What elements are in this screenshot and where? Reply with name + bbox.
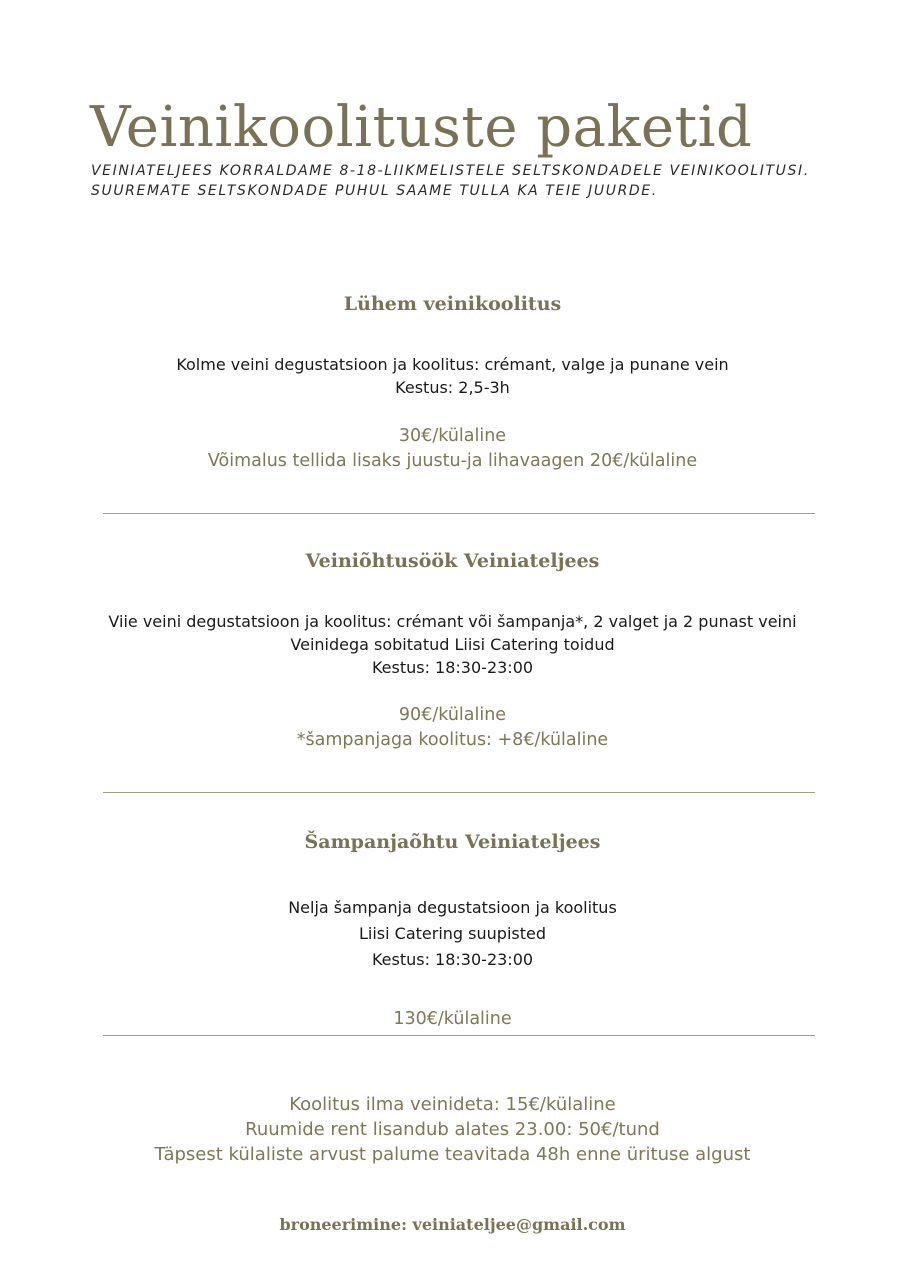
package-description-line: Liisi Catering suupisted — [359, 924, 546, 943]
package-2-pricing — [0, 703, 905, 753]
package-price-extra: *šampanjaga koolitus: +8€/külaline — [296, 730, 609, 750]
package-3-pricing — [0, 1007, 905, 1032]
package-price: 30€/külaline — [398, 426, 507, 446]
note-line: Ruumide rent lisandub alates 23.00: 50€/tund — [245, 1119, 660, 1140]
package-2 — [0, 548, 905, 574]
package-price: 130€/külaline — [393, 1009, 512, 1029]
booking-contact — [0, 1213, 905, 1237]
package-heading: Lühem veinikoolitus — [343, 293, 562, 315]
section-divider — [103, 792, 815, 793]
package-heading: Veiniõhtusöök Veiniateljees — [305, 550, 600, 572]
additional-notes — [0, 1092, 905, 1167]
package-duration: Kestus: 18:30-23:00 — [371, 950, 534, 969]
package-heading: Šampanjaõhtu Veiniateljees — [304, 831, 601, 853]
package-description-line: Nelja šampanja degustatsioon ja koolitus — [288, 898, 617, 917]
package-2-description — [0, 610, 905, 679]
package-1-description — [0, 353, 905, 399]
subtitle-line: VEINIATELJEES KORRALDAME 8-18-LIIKMELISTELE SELTSKONDADELE VEINIKOOLITUSI. — [91, 163, 810, 179]
package-3 — [0, 829, 905, 855]
package-price-extra: Võimalus tellida lisaks juustu-ja lihavaagen 20€/külaline — [207, 451, 698, 471]
package-description-line: Kolme veini degustatsioon ja koolitus: crémant, valge ja punane vein — [176, 355, 729, 374]
package-description-line: Viie veini degustatsioon ja koolitus: crémant või šampanja*, 2 valget ja 2 punast veini — [108, 612, 797, 631]
note-line: Täpsest külaliste arvust palume teavitada 48h enne ürituse algust — [154, 1144, 751, 1165]
note-line: Koolitus ilma veinideta: 15€/külaline — [289, 1094, 616, 1115]
page-title: Veinikoolituste paketid — [90, 95, 753, 160]
subtitle-line: SUUREMATE SELTSKONDADE PUHUL SAAME TULLA KA TEIE JUURDE. — [91, 183, 658, 199]
package-duration: Kestus: 18:30-23:00 — [371, 658, 534, 677]
package-price: 90€/külaline — [398, 705, 507, 725]
package-3-description — [0, 895, 905, 973]
package-1-pricing — [0, 424, 905, 474]
package-description-line: Veinidega sobitatud Liisi Catering toidud — [290, 635, 615, 654]
package-1 — [0, 291, 905, 317]
package-duration: Kestus: 2,5-3h — [395, 378, 510, 397]
booking-email[interactable]: broneerimine: veiniateljee@gmail.com — [279, 1215, 626, 1234]
page-subtitle — [91, 161, 810, 201]
section-divider — [103, 1035, 815, 1036]
section-divider — [103, 513, 815, 514]
